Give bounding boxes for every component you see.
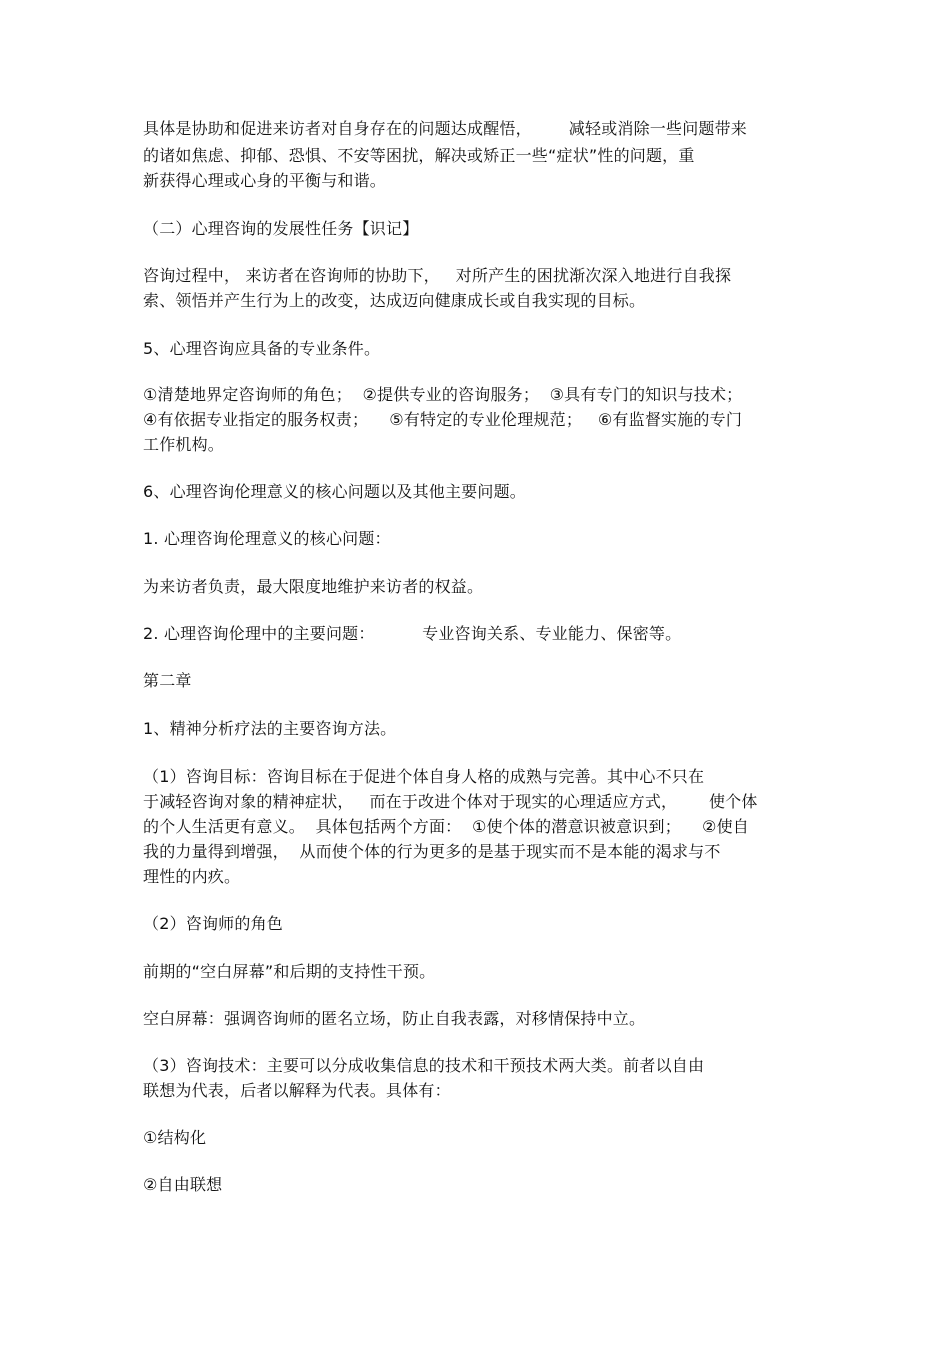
section-heading: 1、精神分析疗法的主要咨询方法。 — [143, 719, 397, 738]
text-line: 联想为代表，后者以解释为代表。具体有： — [143, 1081, 451, 1100]
section-heading: 5、心理咨询应具备的专业条件。 — [143, 339, 381, 358]
text-line: （3）咨询技术：主要可以分成收集信息的技术和干预技术两大类。前者以自由 — [143, 1056, 705, 1075]
section-heading: （二）心理咨询的发展性任务【识记】 — [143, 219, 419, 238]
text-line: ④有依据专业指定的服务权责； ⑤有特定的专业伦理规范； ⑥有监督实施的专门 — [143, 410, 743, 429]
text-line: 理性的内疚。 — [143, 867, 241, 886]
text-line: 1. 心理咨询伦理意义的核心问题： — [143, 529, 391, 548]
text-line: 咨询过程中， 来访者在咨询师的协助下， 对所产生的困扰渐次深入地进行自我探 — [143, 266, 732, 285]
text-line: 于减轻咨询对象的精神症状， 而在于改进个体对于现实的心理适应方式， 使个体 — [143, 792, 758, 811]
text-line: 新获得心理或心身的平衡与和谐。 — [143, 171, 387, 190]
text-line: 具体是协助和促进来访者对自身存在的问题达成醒悟， 减轻或消除一些问题带来 — [143, 119, 748, 138]
text-line: 2. 心理咨询伦理中的主要问题： 专业咨询关系、专业能力、保密等。 — [143, 624, 682, 643]
text-line: 我的力量得到增强， 从而使个体的行为更多的是基于现实而不是本能的渴求与不 — [143, 842, 721, 861]
list-item: ②自由联想 — [143, 1175, 223, 1194]
list-item: ①结构化 — [143, 1128, 207, 1147]
text-line: 索、领悟并产生行为上的改变，达成迈向健康成长或自我实现的目标。 — [143, 291, 646, 310]
text-line: ①清楚地界定咨询师的角色； ②提供专业的咨询服务； ③具有专门的知识与技术； — [143, 385, 743, 404]
section-heading: 6、心理咨询伦理意义的核心问题以及其他主要问题。 — [143, 482, 526, 501]
text-line: 的诸如焦虑、抑郁、恐惧、不安等困扰，解决或矫正一些“症状”性的问题，重 — [143, 146, 695, 165]
chapter-heading: 第二章 — [143, 671, 192, 690]
text-line: （1）咨询目标：咨询目标在于促进个体自身人格的成熟与完善。其中心不只在 — [143, 767, 705, 786]
text-line: 空白屏幕：强调咨询师的匿名立场，防止自我表露，对移情保持中立。 — [143, 1009, 646, 1028]
text-line: 为来访者负责，最大限度地维护来访者的权益。 — [143, 577, 484, 596]
text-line: 的个人生活更有意义。 具体包括两个方面： ①使个体的潜意识被意识到； ②使自 — [143, 817, 749, 836]
subsection-heading: （2）咨询师的角色 — [143, 914, 283, 933]
text-line: 前期的“空白屏幕”和后期的支持性干预。 — [143, 962, 436, 981]
text-line: 工作机构。 — [143, 435, 225, 454]
